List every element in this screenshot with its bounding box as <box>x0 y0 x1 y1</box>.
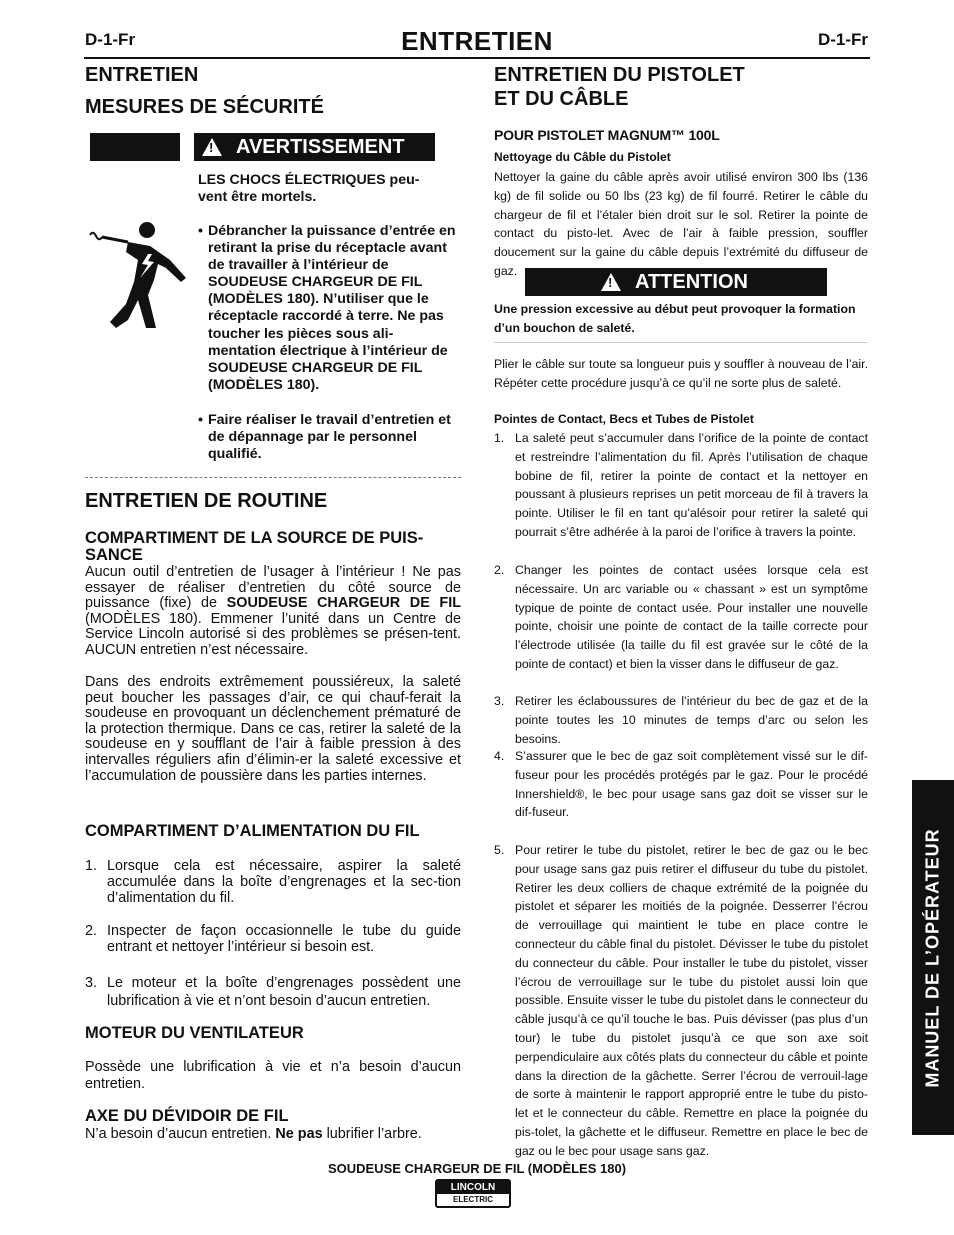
heading-routine: ENTRETIEN DE ROUTINE <box>85 490 328 512</box>
side-tab[interactable] <box>912 780 954 1135</box>
header-rule <box>84 57 870 59</box>
list-item-pointes-4-num: 4. <box>494 749 505 763</box>
warning-banner <box>90 133 435 161</box>
warning-bullet-1: • Débrancher la puissance d’entrée en retirant la prise du réceptacle avant de travailler à l’intérieur de SOUDEUSE CHARGEUR DE FIL (MODÈLES 180). N’utiliser que le réceptacle raccordé à terre. Ne pas toucher les pièces sous ali-mentation électrique à l’intérieur de SOUDEUSE CHARGEUR DE FIL (MODÈLES 180). <box>198 223 460 394</box>
paragraph-axe-b: lubrifier l’arbre. <box>322 1126 422 1142</box>
page-number-right: D-1-Fr <box>817 30 868 49</box>
list-item-pointes-4 <box>494 747 868 822</box>
heading-securite: MESURES DE SÉCURITÉ <box>85 96 324 118</box>
list-item-fil-1-num: 1. <box>85 858 98 874</box>
heading-compartiment-source: COMPARTIMENT DE LA SOURCE DE PUIS-SANCE <box>85 529 424 564</box>
list-item-fil-2-num: 2. <box>85 923 98 939</box>
warning-lead: LES CHOCS ÉLECTRIQUES peu-vent être mortels. <box>198 172 420 205</box>
paragraph-source-1-b: (MODÈLES 180). Emmener l’unité dans un Centre de Service Lincoln autorisé si des problèmes se présen-tent. AUCUN entretien n’est nécessaire. <box>85 610 461 658</box>
page-title: ENTRETIEN <box>401 26 553 56</box>
list-item-fil-2-text: Inspecter de façon occasionnelle le tube du guide entrant et nettoyer l’intérieur si besoin est. <box>107 923 461 955</box>
attention-triangle-icon <box>601 273 621 291</box>
list-item-pointes-2-num: 2. <box>494 563 505 577</box>
banner-gap <box>180 133 194 161</box>
heading-moteur: MOTEUR DU VENTILATEUR <box>85 1024 304 1042</box>
paragraph-axe-a: N’a besoin d’aucun entretien. <box>85 1126 276 1142</box>
list-item-pointes-4-text: S’assurer que le bec de gaz soit complètement vissé sur le dif-fuseur pour les procédés protégés par le gaz. Pour le procédé Innershield®, le bec pour usage sans gaz doit se visser sur le dif-fuseur. <box>515 749 868 820</box>
warning-bullet-2-text: Faire réaliser le travail d’entretien et de dépannage par le personnel qualifié. <box>208 412 451 463</box>
side-tab-label: MANUEL DE L’OPÉRATEUR <box>922 827 943 1088</box>
list-item-pointes-3-text: Retirer les éclaboussures de l’intérieur du bec de gaz et de la pointe toutes les 10 minutes de temps d’arc ou selon les besoins. <box>515 694 868 746</box>
page-number-left: D-1-Fr <box>85 30 136 49</box>
list-item-pointes-3-num: 3. <box>494 694 505 708</box>
warning-bullet-2: • Faire réaliser le travail d’entretien et de dépannage par le personnel qualifié. <box>198 412 460 463</box>
heading-pistolet-1: ENTRETIEN DU PISTOLET <box>494 64 745 86</box>
paragraph-source-1-bold: SOUDEUSE CHARGEUR DE FIL <box>226 595 461 612</box>
list-item-pointes-5-text: Pour retirer le tube du pistolet, retirer le bec de gaz ou le bec pour usage sans gaz puis retirer el diffuseur du tube du pistolet. Retirer les deux colliers de chaque extrémité de la poignée du pistolet et séparer les moitiés de la poignée. Desserrer l’écrou de verrouillage qui maintient le tube en place contre le connecteur du câble final du pistolet. Dévisser le tube du pistolet du connecteur du câble. Pour installer le tube du pistolet, visser l’écrou de verrouillage sur le tube du pistolet aussi loin que possible. Ensuite visser le tube du pistolet dans le connecteur du câble jusqu’à ce qu’il touche le bas. Puis dévisser (pas plus d’un tour) le tube du pistolet jusqu’à ce que son axe soit perpendiculaire aux côtés plats du connecteur du câble et pointe dans la direction de la gâchette. Serrer l’écrou de verrouil-lage de sorte à maintenir le rapport approprié entre le tube du pisto-let et le connecteur du câble. Remettre en place la poignée du pis-tolet, la gâchette et le diffuseur. Remettre en place le bec de gaz ou le bec pour usage sans gaz. <box>515 843 868 1158</box>
list-item-pointes-1 <box>494 429 868 542</box>
warning-triangle-icon <box>202 138 222 156</box>
attention-banner <box>525 268 827 296</box>
list-item-fil-3-text: Le moteur et la boîte d’engrenages possèdent une lubrification à vie et n’ont besoin d’aucun entretien. <box>107 975 461 1009</box>
heading-magnum: POUR PISTOLET MAGNUM™ 100L <box>494 127 720 143</box>
list-item-pointes-2-text: Changer les pointes de contact usées lorsque cela est nécessaire. Un arc variable ou « chassant » est un symptôme typique de pointe de contact usée. Pour installer une nouvelle pointe, choisir une pointe de contact de la taille correcte pour l’électrode utilisée (la taille du fil est gravée sur le côté de la pointe de contact) et bien la visser dans le diffuseur de gaz. <box>515 563 868 671</box>
paragraph-nettoyage: Nettoyer la gaine du câble après avoir utilisé environ 300 lbs (136 kg) de fil solide ou 50 lbs (23 kg) de fil fourré. Retirer le câble du chargeur de fil et l’étaler bien droit sur le sol. Retirer la pointe de contact du pisto-let. Avec de l’air à faible pression, souffler doucement sur la gaine du câble depuis l’extrémité du diffuseur de gaz. <box>494 170 868 278</box>
logo-bottom-text: ELECTRIC <box>453 1195 493 1204</box>
heading-pistolet-2: ET DU CÂBLE <box>494 88 629 110</box>
list-item-pointes-1-text: La saleté peut s’accumuler dans l’orifice de la pointe de contact et restreindre l’alimentation du fil. Après l’utilisation de chaque bobine de fil, retirer la pointe de contact et la nettoyer en poussant à plusieurs reprises un petit morceau de fil à travers la pointe. Utiliser le fil en tant qu’alésoir pour retirer la saleté qui pourrait s’être adhérée à la paroi de l’orifice à travers la pointe. <box>515 431 868 539</box>
paragraph-source-1-a: Aucun outil d’entretien de l’usager à l’intérieur ! Ne pas essayer de réaliser d’entretien du côté source de puissance (fixe) de <box>85 564 461 612</box>
warning-bullet-1-text: Débrancher la puissance d’entrée en retirant la prise du réceptacle avant de travailler à l’intérieur de SOUDEUSE CHARGEUR DE FIL (MODÈLES 180). N’utiliser que le réceptacle raccordé à terre. Ne pas toucher les pièces sous ali-mentation électrique à l’intérieur de SOUDEUSE CHARGEUR DE FIL (MODÈLES 180). <box>208 223 456 393</box>
footer-model: SOUDEUSE CHARGEUR DE FIL (MODÈLES 180) <box>327 1161 627 1176</box>
heading-axe: AXE DU DÉVIDOIR DE FIL <box>85 1107 289 1125</box>
list-item-pointes-5 <box>494 841 868 1161</box>
dashed-divider <box>85 477 461 478</box>
lincoln-electric-logo <box>435 1179 511 1208</box>
list-item-fil-2 <box>85 923 461 955</box>
paragraph-plier: Plier le câble sur toute sa longueur puis y souffler à nouveau de l’air. Répéter cette procédure jusqu’à ce qu’il ne sorte plus de saleté. <box>494 357 868 390</box>
list-item-fil-1 <box>85 858 461 906</box>
list-item-fil-1-text: Lorsque cela est nécessaire, aspirer la saleté accumulée dans la boîte d’engrenages et la sec-tion d’alimentation du fil. <box>107 858 461 906</box>
warning-label: AVERTISSEMENT <box>236 135 405 158</box>
paragraph-axe <box>85 1127 461 1143</box>
list-item-fil-3-num: 3. <box>85 975 98 991</box>
attention-label: ATTENTION <box>635 270 748 293</box>
paragraph-moteur: Possède une lubrification à vie et n’a besoin d’aucun entretien. <box>85 1059 461 1092</box>
logo-top-text: LINCOLN <box>437 1181 509 1194</box>
attention-text: Une pression excessive au début peut provoquer la formation d’un bouchon de saleté. <box>494 302 856 335</box>
heading-nettoyage: Nettoyage du Câble du Pistolet <box>494 150 671 164</box>
list-item-pointes-2 <box>494 561 868 674</box>
list-item-fil-3 <box>85 974 461 1010</box>
paragraph-axe-bold: Ne pas <box>275 1126 323 1142</box>
list-item-pointes-5-num: 5. <box>494 843 505 857</box>
paragraph-source-1 <box>85 565 461 659</box>
heading-entretien: ENTRETIEN <box>85 64 199 86</box>
attention-divider <box>494 342 868 343</box>
heading-pointes: Pointes de Contact, Becs et Tubes de Pistolet <box>494 412 754 426</box>
paragraph-source-2: Dans des endroits extrêmement poussiéreux, la saleté peut boucher les passages d’air, ce qui chauf-ferait la soudeuse en provoquant un déclenchement prématuré de la protection thermique. Dans ce cas, retirer la saleté de la soudeuse en y soufflant de l’air à faible pression à des intervalles réguliers afin d’élimin-er la saleté excessive et l’accumulation de poussière dans les parties internes. <box>85 674 461 784</box>
list-item-pointes-3 <box>494 692 868 748</box>
electric-shock-icon <box>88 220 193 330</box>
heading-compartiment-fil: COMPARTIMENT D’ALIMENTATION DU FIL <box>85 822 420 840</box>
list-item-pointes-1-num: 1. <box>494 431 505 445</box>
